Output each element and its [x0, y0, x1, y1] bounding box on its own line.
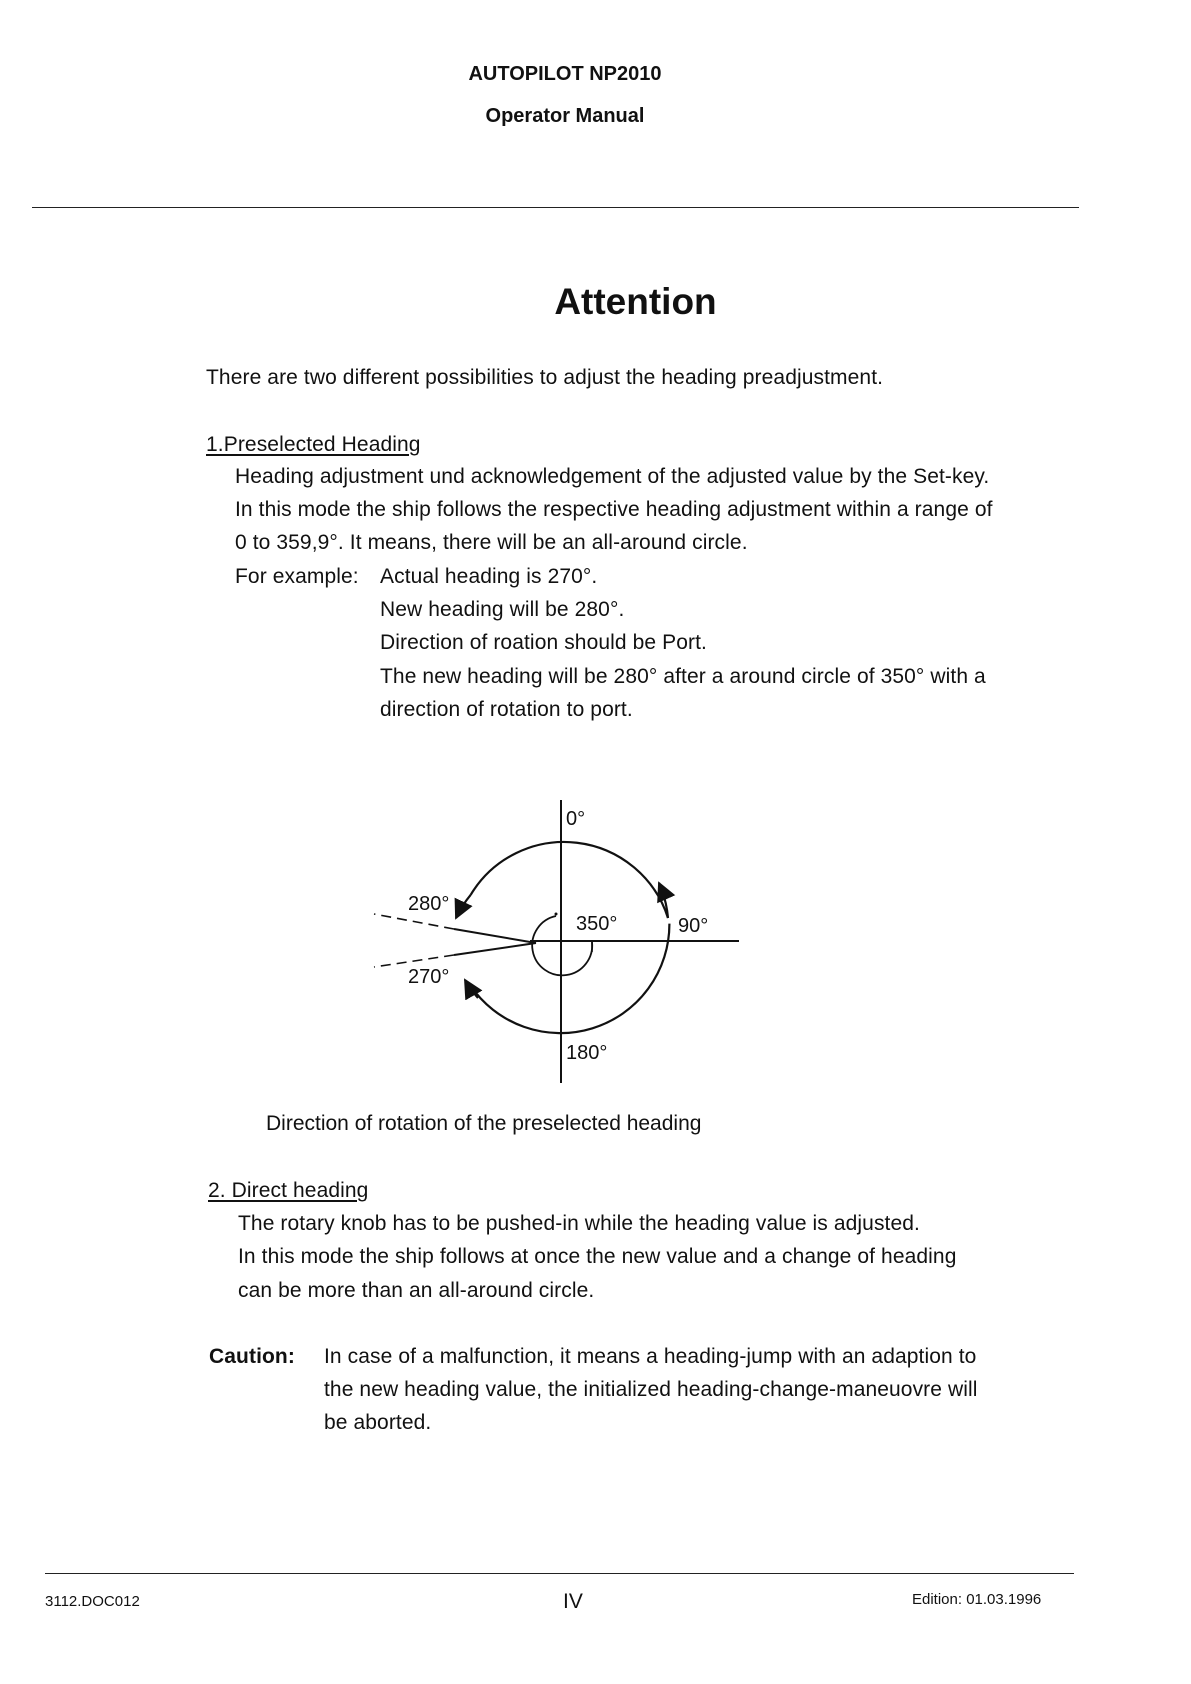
example-line: direction of rotation to port. — [380, 698, 633, 721]
label-actual-heading: 270° — [408, 966, 450, 988]
section1-line: In this mode the ship follows the respective heading adjustment within a range of — [235, 498, 993, 521]
section1-line: 0 to 359,9°. It means, there will be an all-around circle. — [235, 531, 748, 554]
header-subtitle: Operator Manual — [485, 105, 645, 127]
label-north: 0° — [566, 808, 586, 830]
new-heading-line — [454, 929, 536, 943]
example-line: The new heading will be 280° after a around circle of 350° with a — [380, 665, 986, 688]
diagram-caption: Direction of rotation of the preselected heading — [266, 1112, 702, 1135]
example-line: New heading will be 280°. — [380, 598, 625, 621]
label-rotation: 350° — [576, 913, 618, 935]
caution-line: In case of a malfunction, it means a heading-jump with an adaption to — [324, 1345, 977, 1368]
section2-line: The rotary knob has to be pushed-in while the heading value is adjusted. — [238, 1212, 920, 1235]
page-title: Attention — [554, 281, 717, 322]
new-heading-dash — [374, 914, 454, 929]
section2-line: can be more than an all-around circle. — [238, 1279, 595, 1302]
rotation-dot — [555, 913, 558, 916]
footer-edition: Edition: 01.03.1996 — [912, 1591, 1042, 1608]
actual-heading-line — [454, 943, 536, 955]
circle-arc-top — [471, 842, 668, 918]
footer-doc-id: 3112.DOC012 — [45, 1593, 140, 1610]
section1-line: Heading adjustment und acknowledgement of the adjusted value by the Set-key. — [235, 465, 990, 488]
page-number: IV — [563, 1590, 583, 1613]
example-line: Direction of roation should be Port. — [380, 631, 707, 654]
footer-rule — [45, 1573, 1074, 1574]
heading-rotation-diagram — [360, 790, 760, 1090]
section1-heading: 1.Preselected Heading — [206, 433, 421, 456]
header-rule — [32, 207, 1079, 208]
label-south: 180° — [566, 1042, 608, 1064]
intro-text: There are two different possibilities to adjust the heading preadjustment. — [206, 366, 884, 389]
section2-line: In this mode the ship follows at once the new value and a change of heading — [238, 1245, 957, 1268]
label-east: 90° — [678, 915, 709, 937]
header-title: AUTOPILOT NP2010 — [468, 63, 662, 85]
example-label: For example: — [235, 565, 359, 588]
label-new-heading: 280° — [408, 893, 450, 915]
example-line: Actual heading is 270°. — [380, 565, 598, 588]
caution-label: Caution: — [209, 1345, 295, 1368]
caution-line: be aborted. — [324, 1411, 432, 1434]
arrow-280-icon — [456, 895, 471, 918]
arrow-270-icon — [465, 980, 478, 998]
section2-heading: 2. Direct heading — [208, 1179, 369, 1202]
caution-line: the new heading value, the initialized heading-change-maneuovre will — [324, 1378, 978, 1401]
